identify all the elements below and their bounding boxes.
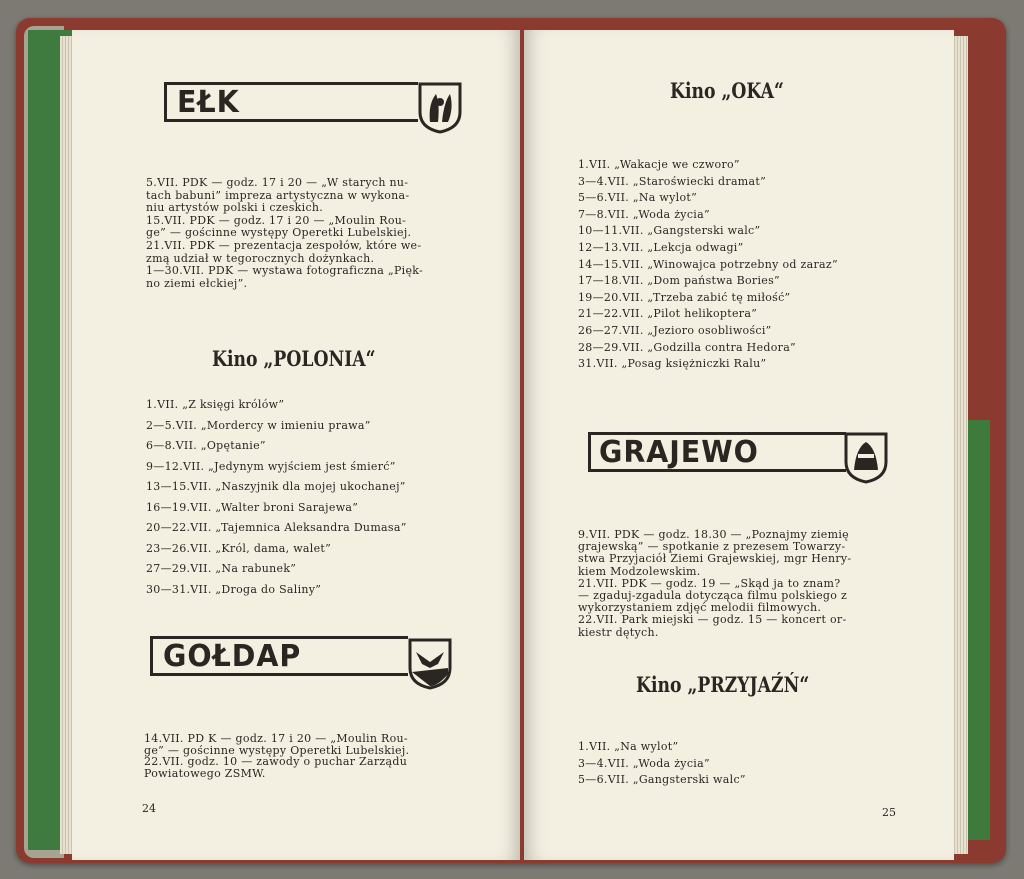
film-list-item: 10—11.VII. „Gangsterski walc” <box>578 224 761 238</box>
event-line: 5.VII. PDK — godz. 17 i 20 — „W starych nu- <box>146 176 409 189</box>
event-line: zmą udział w tegorocznych dożynkach. <box>146 251 375 265</box>
film-list-item: 21—22.VII. „Pilot helikoptera” <box>578 307 758 321</box>
cinema-title: Kino „POLONIA“ <box>212 346 376 371</box>
film-list-item: 5—6.VII. „Gangsterski walc” <box>578 773 746 786</box>
event-line: 1—30.VII. PDK — wystawa fotograficzna „Pięk- <box>146 264 424 278</box>
elk-coat-of-arms-icon <box>418 82 462 138</box>
event-line: 9.VII. PDK — godz. 18.30 — „Poznajmy ziemię <box>578 528 849 541</box>
event-line: 14.VII. PD K — godz. 17 i 20 — „Moulin Rou- <box>144 732 408 745</box>
town-header-frame-2 <box>150 636 408 676</box>
film-list-item: 6—8.VII. „Opętanie” <box>146 439 266 452</box>
film-list-item: 13—15.VII. „Naszyjnik dla mojej ukochanej” <box>146 480 406 493</box>
event-line: 22.VII. Park miejski — godz. 15 — koncert or- <box>578 613 847 627</box>
event-line: 21.VII. PDK — prezentacja zespołów, które we- <box>146 239 422 252</box>
cinema-title-przyjazn: Kino „PRZYJAŹŃ“ <box>636 672 810 697</box>
event-line: Powiatowego ZSMW. <box>144 766 266 780</box>
town-header: EŁK <box>177 85 240 120</box>
film-list-item: 1.VII. „Wakacje we czworo” <box>578 158 740 171</box>
event-line: 21.VII. PDK — godz. 19 — „Skąd ja to znam? <box>578 576 841 590</box>
event-line: wykorzystaniem zdjęć melodii filmowych. <box>578 601 822 615</box>
event-line: ge” — gościnne występy Operetki Lubelskiej. <box>144 743 410 757</box>
film-list-item: 7—8.VII. „Woda życia” <box>578 207 710 221</box>
event-line: no ziemi ełckiej”. <box>146 276 248 290</box>
right-page <box>524 30 954 860</box>
event-line: tach babuni” impreza artystyczna w wykona- <box>146 188 410 202</box>
film-list-item: 20—22.VII. „Tajemnica Aleksandra Dumasa” <box>146 521 407 534</box>
film-list-item: 5—6.VII. „Na wylot” <box>578 191 698 205</box>
film-list-item: 27—29.VII. „Na rabunek” <box>146 562 297 575</box>
film-list-item: 12—13.VII. „Lekcja odwagi” <box>578 241 744 254</box>
film-list-item: 31.VII. „Posag księżniczki Ralu” <box>578 357 767 371</box>
film-list-item: 2—5.VII. „Mordercy w imieniu prawa” <box>146 418 371 432</box>
film-list-item: 28—29.VII. „Godzilla contra Hedora” <box>578 340 796 354</box>
film-list-item: 19—20.VII. „Trzeba zabić tę miłość” <box>578 290 791 304</box>
cinema-title-oka: Kino „OKA“ <box>670 78 784 103</box>
grajewo-coat-of-arms-icon <box>844 432 888 488</box>
film-list-item: 30—31.VII. „Droga do Saliny” <box>146 582 322 596</box>
event-line: 22.VII. godz. 10 — zawody o puchar Zarządu <box>144 755 408 768</box>
event-line: kiem Modzolewskim. <box>578 564 701 578</box>
town-header-grajewo: GRAJEWO <box>599 435 759 470</box>
film-list-item: 1.VII. „Z księgi królów” <box>146 398 285 411</box>
town-header-frame-grajewo <box>588 432 846 472</box>
event-line: ge” — gościnne występy Operetki Lubelskiej. <box>146 226 412 240</box>
event-line: niu artystów polski i czeskich. <box>146 201 324 215</box>
film-list-item: 16—19.VII. „Walter broni Sarajewa” <box>146 500 359 514</box>
film-list-item: 9—12.VII. „Jedynym wyjściem jest śmierć” <box>146 459 396 473</box>
event-line: kiestr dętych. <box>578 625 659 639</box>
event-line: stwa Przyjaciół Ziemi Grajewskiej, mgr Henry- <box>578 552 852 566</box>
goldap-coat-of-arms-icon <box>408 638 452 694</box>
town-header-frame <box>164 82 418 122</box>
event-line: grajewską” — spotkanie z prezesem Towarzy- <box>578 540 846 554</box>
page-edges-right <box>952 36 968 854</box>
film-list-item: 1.VII. „Na wylot” <box>578 740 679 753</box>
town-header-2: GOŁDAP <box>163 639 302 674</box>
event-line: 15.VII. PDK — godz. 17 i 20 — „Moulin Rou- <box>146 213 407 227</box>
page-number-right: 25 <box>882 806 896 819</box>
left-page <box>72 30 520 860</box>
film-list-item: 3—4.VII. „Woda życia” <box>578 756 710 770</box>
film-list-item: 23—26.VII. „Król, dama, walet” <box>146 541 332 555</box>
film-list-item: 17—18.VII. „Dom państwa Bories” <box>578 274 780 288</box>
film-list-item: 14—15.VII. „Winowajca potrzebny od zaraz” <box>578 257 838 271</box>
film-list-item: 26—27.VII. „Jezioro osobliwości” <box>578 324 772 337</box>
page-number: 24 <box>142 802 156 815</box>
film-list-item: 3—4.VII. „Staroświecki dramat” <box>578 174 767 188</box>
event-line: — zgaduj-zgadula dotycząca filmu polskiego z <box>578 589 848 602</box>
